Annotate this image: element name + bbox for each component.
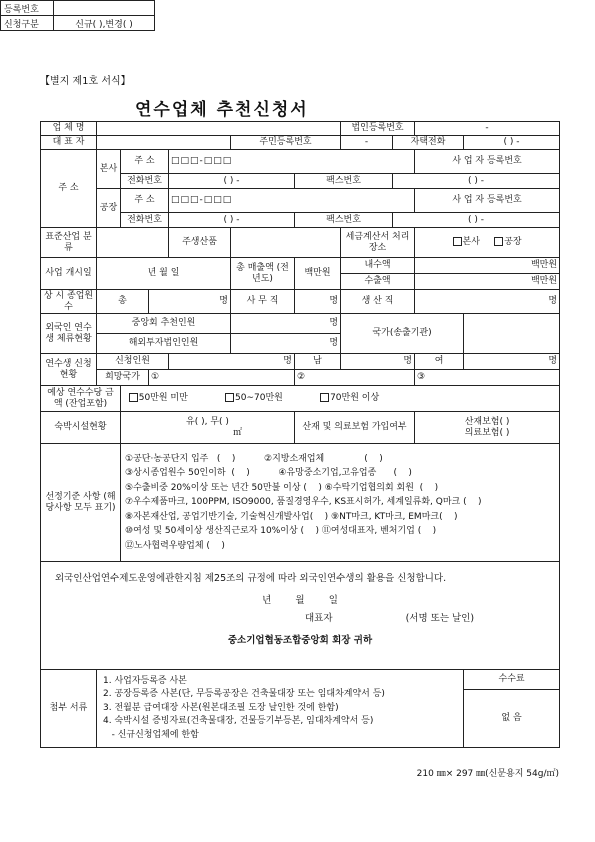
industry-label: 표준산업 분류 <box>41 228 97 258</box>
declaration-rep: 대표자 <box>305 613 333 624</box>
tax-hq-label: 본사 <box>462 237 480 248</box>
factory-phone-field[interactable]: ( ) - <box>169 213 295 228</box>
apply-type-label: 신청구분 <box>1 16 54 31</box>
staff-prod-field[interactable]: 명 <box>415 290 560 314</box>
declaration-block <box>41 562 560 670</box>
foreign-country-label: 국가(송출기관) <box>341 314 464 354</box>
company-name-label: 업 체 명 <box>41 122 97 136</box>
paper-spec: 210 ㎜× 297 ㎜(신문용지 54g/㎡) <box>416 769 559 779</box>
criteria-label: 선정기준 사항 (해당사항 모두 표기) <box>41 444 121 562</box>
tax-place-options <box>415 228 560 258</box>
tax-factory-checkbox[interactable] <box>494 237 503 246</box>
factory-fax-label: 팩스번호 <box>295 213 393 228</box>
dorm-unit: ㎡ <box>232 427 242 438</box>
fee-label: 수수료 <box>464 670 560 690</box>
attachment-item: - 신규신청업체에 한함 <box>103 729 199 740</box>
foreign-assoc-label: 중앙회 추천인원 <box>97 314 231 334</box>
resident-label: 주민등록번호 <box>231 136 341 150</box>
export-field[interactable]: 백만원 <box>415 274 560 290</box>
start-date-field[interactable]: 년 월 일 <box>97 258 231 290</box>
factory-address-field[interactable]: □□□-□□□ <box>169 189 415 213</box>
declaration-sign[interactable]: (서명 또는 날인) <box>405 613 475 624</box>
female-field[interactable]: 명 <box>464 354 560 370</box>
tax-factory-label: 공장 <box>504 237 522 248</box>
hq-phone-label: 전화번호 <box>121 174 169 189</box>
tax-hq-checkbox[interactable] <box>453 237 462 246</box>
company-name-field[interactable] <box>97 122 341 136</box>
criteria-item[interactable]: ⑧자본재산업, 공업기반기술, 기술혁신개발사업( ) ⑨NT마크, KT마크, EM마크( ) <box>125 511 458 522</box>
male-field[interactable]: 명 <box>341 354 415 370</box>
registration-box <box>0 0 155 31</box>
allowance-opt2: 50∼70만원 <box>235 393 283 404</box>
allowance-opt2-checkbox[interactable] <box>225 393 234 402</box>
application-form <box>40 121 559 748</box>
attachments-list <box>97 670 464 748</box>
allowance-label: 예상 연수수당 금액 (잔업포함) <box>41 386 121 412</box>
trainee-label: 연수생 신청현황 <box>41 354 97 386</box>
page-title: 연수업체 추천신청서 <box>135 100 309 120</box>
factory-fax-field[interactable]: ( ) - <box>393 213 560 228</box>
home-phone-label: 자택전화 <box>393 136 464 150</box>
insurance-field[interactable] <box>415 412 560 444</box>
resident-field[interactable]: - <box>341 136 393 150</box>
staff-prod-label: 생 산 직 <box>341 290 415 314</box>
allowance-opt3: 70만원 이상 <box>330 393 380 404</box>
corp-reg-field[interactable]: - <box>415 122 560 136</box>
dorm-field[interactable] <box>121 412 295 444</box>
address-label: 주 소 <box>41 150 97 228</box>
factory-bizreg-label: 사 업 자 등록번호 <box>415 189 560 213</box>
dorm-value: 유( ), 무( ) <box>186 417 229 428</box>
allowance-opt1-checkbox[interactable] <box>129 393 138 402</box>
reg-no-label: 등록번호 <box>1 1 54 16</box>
hq-label: 본사 <box>97 150 121 189</box>
declaration-date[interactable]: 년 월 일 <box>262 595 338 606</box>
allowance-opt3-checkbox[interactable] <box>320 393 329 402</box>
hope-country-3[interactable]: ③ <box>415 370 560 386</box>
staff-total-label: 총 <box>97 290 149 314</box>
foreign-country-field[interactable] <box>464 314 560 354</box>
factory-phone-label: 전화번호 <box>121 213 169 228</box>
factory-addr-label: 주 소 <box>121 189 169 213</box>
allowance-opt1: 50만원 미만 <box>138 393 188 404</box>
dorm-label: 숙박시설현황 <box>41 412 121 444</box>
criteria-item[interactable]: ③상시종업원수 50인이하 ( ) ④유망중소기업,고유업종 ( ) <box>125 468 412 479</box>
factory-label: 공장 <box>97 189 121 228</box>
corp-reg-label: 법인등록번호 <box>341 122 415 136</box>
hq-phone-field[interactable]: ( ) - <box>169 174 295 189</box>
applicants-field[interactable]: 명 <box>169 354 295 370</box>
rep-label: 대 표 자 <box>41 136 97 150</box>
product-label: 주생산품 <box>169 228 231 258</box>
hq-addr-label: 주 소 <box>121 150 169 174</box>
male-label: 남 <box>295 354 341 370</box>
criteria-item[interactable]: ⑩여성 및 50세이상 생산직근로자 10%이상 ( ) ⑪여성대표자, 벤처기업 ( ) <box>125 526 437 537</box>
criteria-item[interactable]: ①공단·농공단지 입주 ( ) ②지방소재업체 ( ) <box>125 453 383 464</box>
applicants-label: 신청인원 <box>97 354 169 370</box>
allowance-options <box>121 386 560 412</box>
attachment-item: 3. 전월분 급여대장 사본(원본대조필 도장 날인한 것에 한함) <box>103 702 339 713</box>
attachment-item: 2. 공장등록증 사본(단, 무등록공장은 건축물대장 또는 임대차계약서 등) <box>103 689 385 700</box>
apply-type-field[interactable]: 신규( ),변경( ) <box>54 16 155 31</box>
staff-label: 상 시 종업원수 <box>41 290 97 314</box>
staff-total-field[interactable]: 명 <box>149 290 231 314</box>
attachment-item: 1. 사업자등록증 사본 <box>103 675 187 686</box>
form-id: 【별지 제1호 서식】 <box>40 76 131 87</box>
tax-place-label: 세금계산서 처리장소 <box>341 228 415 258</box>
declaration-to: 중소기업협동조합중앙회 회장 귀하 <box>227 635 373 646</box>
criteria-item[interactable]: ⑤수출비중 20%이상 또는 년간 50만불 이상 ( ) ⑥수탁기업협의회 회원 ( ) <box>125 482 439 493</box>
hope-country-2[interactable]: ② <box>295 370 415 386</box>
hq-bizreg-label: 사 업 자 등록번호 <box>415 150 560 174</box>
criteria-item[interactable]: ⑫노사협력우량업체 ( ) <box>125 540 225 551</box>
start-date-label: 사업 개시일 <box>41 258 97 290</box>
hq-fax-label: 팩스번호 <box>295 174 393 189</box>
home-phone-field[interactable]: ( ) - <box>464 136 560 150</box>
criteria-list <box>121 444 560 562</box>
industry-field[interactable] <box>97 228 169 258</box>
foreign-invest-field[interactable]: 명 <box>231 334 341 354</box>
foreign-invest-label: 해외투자법인인원 <box>97 334 231 354</box>
insurance-1: 산재보험( ) <box>464 417 510 428</box>
criteria-item[interactable]: ⑦우수제품마크, 100PPM, ISO9000, 품질경영우수, KS표시허가, 세계일류화, Q마크 ( ) <box>125 497 482 508</box>
hope-country-label: 희망국가 <box>97 370 149 386</box>
foreign-label: 외국인 연수생 체류현황 <box>41 314 97 354</box>
form-table <box>40 121 560 748</box>
hq-address-field[interactable]: □□□-□□□ <box>169 150 415 174</box>
foreign-assoc-field[interactable]: 명 <box>231 314 341 334</box>
domestic-field[interactable]: 백만원 <box>415 258 560 274</box>
product-field[interactable] <box>231 228 341 258</box>
declaration-text: 외국인산업연수제도운영에관한지침 제25조의 규정에 따라 외국인연수생의 활용을 신청합니다. <box>55 573 447 584</box>
attachments-label: 첨부 서류 <box>41 670 97 748</box>
insurance-label: 산재 및 의료보험 가입여부 <box>295 412 415 444</box>
export-label: 수출액 <box>341 274 415 290</box>
domestic-label: 내수액 <box>341 258 415 274</box>
declaration-signer <box>55 612 545 626</box>
hope-country-1[interactable]: ① <box>149 370 295 386</box>
staff-office-label: 사 무 직 <box>231 290 295 314</box>
attachment-item: 4. 숙박시설 증빙자료(건축물대장, 건물등기부등본, 임대차계약서 등) <box>103 716 374 727</box>
fee-value: 없 음 <box>464 690 560 748</box>
reg-no-field[interactable] <box>54 1 155 16</box>
sales-field[interactable]: 백만원 <box>295 258 341 290</box>
rep-field[interactable] <box>97 136 231 150</box>
staff-office-field[interactable]: 명 <box>295 290 341 314</box>
hq-fax-field[interactable]: ( ) - <box>393 174 560 189</box>
female-label: 여 <box>415 354 464 370</box>
sales-label: 총 매출액 (전년도) <box>231 258 295 290</box>
insurance-2: 의료보험( ) <box>464 427 510 438</box>
